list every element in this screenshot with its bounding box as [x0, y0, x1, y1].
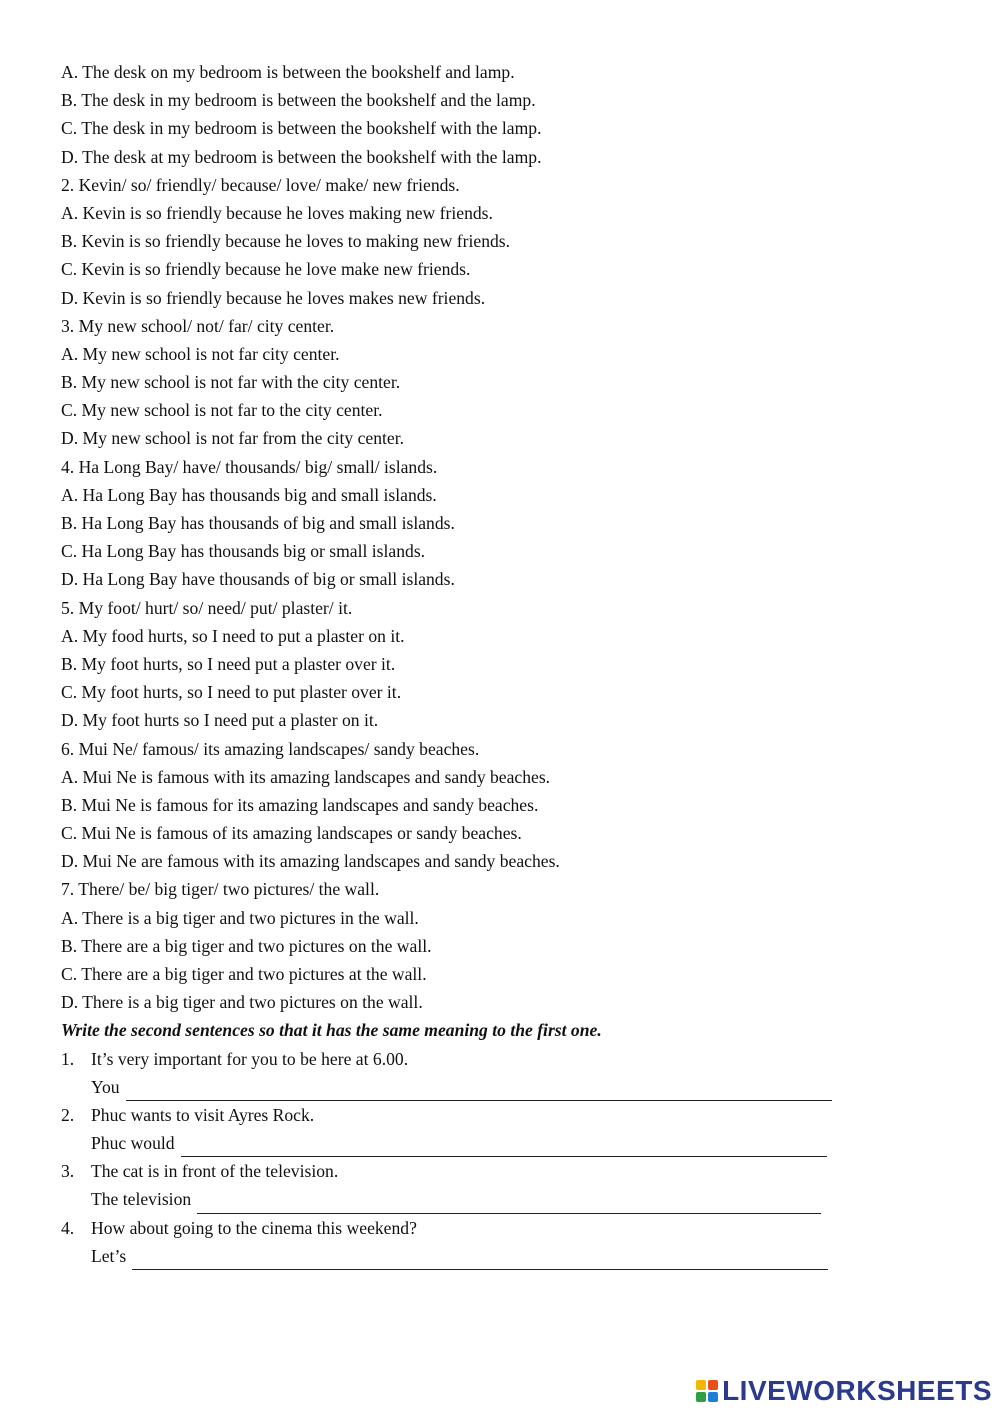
option-line: A. My new school is not far city center. [61, 343, 340, 364]
question-block-1 [61, 58, 941, 171]
option-line: B. Kevin is so friendly because he loves to making new friends. [61, 231, 511, 252]
option-line: C. Kevin is so friendly because he love make new friends. [61, 259, 471, 280]
answer-blank[interactable] [132, 1248, 828, 1270]
answer-lead: Let’s [91, 1245, 127, 1266]
answer-blank[interactable] [197, 1192, 821, 1214]
question-block-6 [61, 735, 941, 876]
question-block-2 [61, 171, 941, 312]
question-prompt: 6. Mui Ne/ famous/ its amazing landscapes/ sandy beaches. [61, 738, 480, 759]
option-line: B. The desk in my bedroom is between the bookshelf and the lamp. [61, 90, 536, 111]
option-line: A. There is a big tiger and two pictures in the wall. [61, 907, 419, 928]
option-line: D. Ha Long Bay have thousands of big or small islands. [61, 569, 455, 590]
option-line: B. My foot hurts, so I need put a plaster over it. [61, 653, 396, 674]
rewrite-item-3 [61, 1157, 941, 1213]
question-prompt: 7. There/ be/ big tiger/ two pictures/ the wall. [61, 879, 380, 900]
logo-square-red [708, 1380, 718, 1390]
question-block-3 [61, 312, 941, 453]
option-line: A. Mui Ne is famous with its amazing landscapes and sandy beaches. [61, 766, 551, 787]
item-number: 2. [61, 1104, 75, 1125]
question-prompt: 5. My foot/ hurt/ so/ need/ put/ plaster/ it. [61, 597, 353, 618]
option-line: C. The desk in my bedroom is between the bookshelf with the lamp. [61, 118, 542, 139]
option-line: C. Mui Ne is famous of its amazing landscapes or sandy beaches. [61, 823, 522, 844]
logo-square-green [696, 1392, 706, 1402]
rewrite-item-4 [61, 1214, 941, 1270]
option-line: C. My new school is not far to the city center. [61, 400, 383, 421]
question-block-7 [61, 875, 941, 1016]
question-block-4 [61, 453, 941, 594]
item-sentence: How about going to the cinema this weekend? [91, 1217, 417, 1238]
option-line: A. Ha Long Bay has thousands big and small islands. [61, 484, 437, 505]
rewrite-item-2 [61, 1101, 941, 1157]
item-sentence: It’s very important for you to be here at 6.00. [91, 1048, 409, 1069]
question-prompt: 4. Ha Long Bay/ have/ thousands/ big/ small/ islands. [61, 456, 438, 477]
option-line: D. There is a big tiger and two pictures on the wall. [61, 992, 423, 1013]
answer-blank[interactable] [126, 1079, 832, 1101]
answer-lead: The television [91, 1189, 192, 1210]
option-line: D. My foot hurts so I need put a plaster on it. [61, 710, 379, 731]
option-line: A. My food hurts, so I need to put a plaster on it. [61, 625, 405, 646]
liveworksheets-logo-icon [696, 1380, 718, 1402]
rewrite-item-1 [61, 1045, 941, 1101]
option-line: B. My new school is not far with the city center. [61, 372, 401, 393]
answer-blank[interactable] [181, 1135, 827, 1157]
logo-square-blue [708, 1392, 718, 1402]
option-line: D. The desk at my bedroom is between the bookshelf with the lamp. [61, 146, 542, 167]
answer-lead: You [91, 1076, 120, 1097]
section-instruction: Write the second sentences so that it has the same meaning to the first one. [61, 1020, 602, 1041]
option-line: D. Mui Ne are famous with its amazing landscapes and sandy beaches. [61, 851, 560, 872]
option-line: D. Kevin is so friendly because he loves makes new friends. [61, 287, 486, 308]
question-prompt: 3. My new school/ not/ far/ city center. [61, 315, 335, 336]
logo-text: LIVEWORKSHEETS [722, 1375, 992, 1406]
option-line: C. My foot hurts, so I need to put plaster over it. [61, 682, 402, 703]
question-prompt: 2. Kevin/ so/ friendly/ because/ love/ make/ new friends. [61, 174, 460, 195]
item-number: 3. [61, 1161, 75, 1182]
option-line: D. My new school is not far from the city center. [61, 428, 404, 449]
option-line: B. There are a big tiger and two pictures on the wall. [61, 935, 432, 956]
logo-square-yellow [696, 1380, 706, 1390]
option-line: C. There are a big tiger and two pictures at the wall. [61, 964, 427, 984]
option-line: A. Kevin is so friendly because he loves making new friends. [61, 202, 493, 223]
item-sentence: The cat is in front of the television. [91, 1161, 339, 1182]
option-line: A. The desk on my bedroom is between the bookshelf and lamp. [61, 62, 515, 82]
option-line: B. Ha Long Bay has thousands of big and small islands. [61, 513, 455, 533]
worksheet-page [61, 58, 941, 1270]
option-line: C. Ha Long Bay has thousands big or small islands. [61, 541, 426, 562]
item-number: 1. [61, 1048, 75, 1069]
item-number: 4. [61, 1217, 75, 1238]
liveworksheets-logo[interactable] [696, 1375, 992, 1407]
option-line: B. Mui Ne is famous for its amazing landscapes and sandy beaches. [61, 794, 539, 815]
question-block-5 [61, 594, 941, 735]
answer-lead: Phuc would [91, 1133, 175, 1154]
item-sentence: Phuc wants to visit Ayres Rock. [91, 1104, 315, 1125]
